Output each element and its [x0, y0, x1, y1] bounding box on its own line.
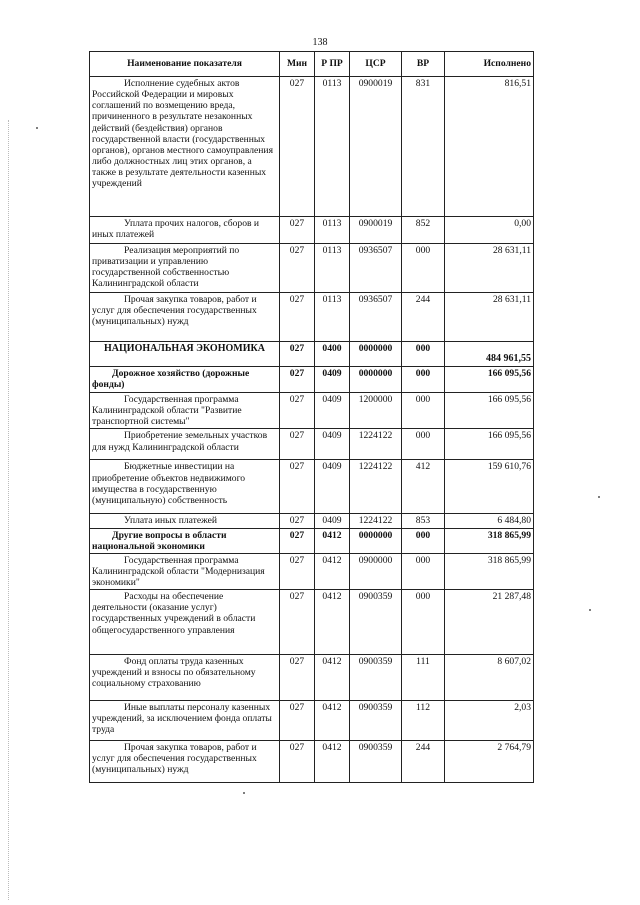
row-csr-cell: 0000000 — [350, 342, 402, 367]
row-executed-cell: 484 961,55 — [445, 342, 534, 367]
row-rpr-cell: 0412 — [315, 553, 350, 589]
column-header-rpr: Р ПР — [315, 52, 350, 77]
table-row — [90, 701, 534, 741]
row-executed-cell: 8 607,02 — [445, 655, 534, 701]
table-row — [90, 460, 534, 514]
row-csr-cell: 1224122 — [350, 514, 402, 528]
row-csr-cell: 1224122 — [350, 460, 402, 514]
row-executed-cell: 166 095,56 — [445, 429, 534, 460]
budget-execution-table — [89, 51, 534, 783]
row-name-cell: Государственная программа Калининградской области "Модернизация экономики" — [90, 553, 280, 589]
row-name-cell: Другие вопросы в области национальной экономики — [90, 528, 280, 553]
row-rpr-cell: 0409 — [315, 367, 350, 393]
row-vr-cell: 000 — [402, 553, 445, 589]
subsection-row — [90, 367, 534, 393]
row-name-cell: Реализация мероприятий по приватизации и управлению государственной собственностью Калининградской области — [90, 244, 280, 293]
row-executed-cell: 0,00 — [445, 217, 534, 244]
row-executed-cell: 166 095,56 — [445, 367, 534, 393]
row-csr-cell: 0900359 — [350, 701, 402, 741]
row-name-cell: Государственная программа Калининградской области "Развитие транспортной системы" — [90, 393, 280, 429]
page-number: 138 — [312, 37, 328, 48]
row-csr-cell: 1200000 — [350, 393, 402, 429]
row-vr-cell: 000 — [402, 393, 445, 429]
row-min-cell: 027 — [280, 701, 315, 741]
row-min-cell: 027 — [280, 217, 315, 244]
row-vr-cell: 000 — [402, 590, 445, 655]
row-rpr-cell: 0409 — [315, 393, 350, 429]
row-executed-cell: 318 865,99 — [445, 553, 534, 589]
table-row — [90, 590, 534, 655]
row-name-cell: Уплата иных платежей — [90, 514, 280, 528]
row-vr-cell: 112 — [402, 701, 445, 741]
row-name-cell: Исполнение судебных актов Российской Федерации и мировых соглашений по возмещению вреда, причиненного в результате незаконных действий (бездействия) органов государственной власти (государственных органов), органов местного самоуправления либо должностных лиц этих органов, а также в результате деятельности казенных учреждений — [90, 77, 280, 217]
row-rpr-cell: 0113 — [315, 77, 350, 217]
row-min-cell: 027 — [280, 528, 315, 553]
row-min-cell: 027 — [280, 460, 315, 514]
row-csr-cell: 0900019 — [350, 217, 402, 244]
row-name-cell: Уплата прочих налогов, сборов и иных платежей — [90, 217, 280, 244]
table-row — [90, 514, 534, 528]
row-vr-cell: 000 — [402, 528, 445, 553]
scan-speck — [36, 127, 38, 129]
row-rpr-cell: 0409 — [315, 460, 350, 514]
row-name-cell: Бюджетные инвестиции на приобретение объектов недвижимого имущества в государственную (муниципальную) собственность — [90, 460, 280, 514]
row-min-cell: 027 — [280, 590, 315, 655]
row-vr-cell: 853 — [402, 514, 445, 528]
row-executed-cell: 159 610,76 — [445, 460, 534, 514]
row-name-cell: Дорожное хозяйство (дорожные фонды) — [90, 367, 280, 393]
table-row — [90, 393, 534, 429]
row-name-cell: Фонд оплаты труда казенных учреждений и взносы по обязательному социальному страхованию — [90, 655, 280, 701]
table-row — [90, 741, 534, 783]
row-name-cell: Прочая закупка товаров, работ и услуг для обеспечения государственных (муниципальных) нужд — [90, 293, 280, 342]
row-vr-cell: 000 — [402, 342, 445, 367]
row-csr-cell: 0900359 — [350, 741, 402, 783]
row-csr-cell: 0900359 — [350, 590, 402, 655]
column-header-name: Наименование показателя — [90, 52, 280, 77]
row-vr-cell: 412 — [402, 460, 445, 514]
table-row — [90, 553, 534, 589]
table-row — [90, 217, 534, 244]
table-row — [90, 293, 534, 342]
row-csr-cell: 0900019 — [350, 77, 402, 217]
row-min-cell: 027 — [280, 367, 315, 393]
table-header-row — [90, 52, 534, 77]
row-rpr-cell: 0113 — [315, 244, 350, 293]
row-vr-cell: 831 — [402, 77, 445, 217]
row-vr-cell: 111 — [402, 655, 445, 701]
row-executed-cell: 318 865,99 — [445, 528, 534, 553]
row-executed-cell: 28 631,11 — [445, 244, 534, 293]
row-csr-cell: 1224122 — [350, 429, 402, 460]
row-min-cell: 027 — [280, 244, 315, 293]
row-executed-cell: 6 484,80 — [445, 514, 534, 528]
scan-margin-line — [8, 120, 10, 900]
row-csr-cell: 0936507 — [350, 244, 402, 293]
row-executed-cell: 166 095,56 — [445, 393, 534, 429]
scan-speck — [589, 609, 591, 611]
row-rpr-cell: 0409 — [315, 429, 350, 460]
row-name-cell: Расходы на обеспечение деятельности (оказание услуг) государственных учреждений в области общегосударственного управления — [90, 590, 280, 655]
row-name-cell: Прочая закупка товаров, работ и услуг для обеспечения государственных (муниципальных) нужд — [90, 741, 280, 783]
row-rpr-cell: 0113 — [315, 293, 350, 342]
table-row — [90, 77, 534, 217]
column-header-csr: ЦСР — [350, 52, 402, 77]
row-csr-cell: 0936507 — [350, 293, 402, 342]
row-rpr-cell: 0113 — [315, 217, 350, 244]
row-rpr-cell: 0400 — [315, 342, 350, 367]
section-row — [90, 342, 534, 367]
row-min-cell: 027 — [280, 741, 315, 783]
row-csr-cell: 0000000 — [350, 528, 402, 553]
row-min-cell: 027 — [280, 514, 315, 528]
column-header-min: Мин — [280, 52, 315, 77]
row-executed-cell: 2 764,79 — [445, 741, 534, 783]
row-vr-cell: 000 — [402, 429, 445, 460]
row-rpr-cell: 0412 — [315, 741, 350, 783]
table-row — [90, 244, 534, 293]
row-min-cell: 027 — [280, 655, 315, 701]
row-vr-cell: 000 — [402, 367, 445, 393]
row-min-cell: 027 — [280, 429, 315, 460]
row-name-cell: НАЦИОНАЛЬНАЯ ЭКОНОМИКА — [90, 342, 280, 367]
subsection-row — [90, 528, 534, 553]
row-rpr-cell: 0409 — [315, 514, 350, 528]
column-header-vr: ВР — [402, 52, 445, 77]
table-row — [90, 429, 534, 460]
row-min-cell: 027 — [280, 77, 315, 217]
row-vr-cell: 244 — [402, 293, 445, 342]
row-min-cell: 027 — [280, 393, 315, 429]
row-executed-cell: 816,51 — [445, 77, 534, 217]
row-rpr-cell: 0412 — [315, 590, 350, 655]
row-vr-cell: 852 — [402, 217, 445, 244]
row-name-cell: Иные выплаты персоналу казенных учреждений, за исключением фонда оплаты труда — [90, 701, 280, 741]
column-header-executed: Исполнено — [445, 52, 534, 77]
row-executed-cell: 21 287,48 — [445, 590, 534, 655]
table-row — [90, 655, 534, 701]
row-rpr-cell: 0412 — [315, 528, 350, 553]
row-vr-cell: 000 — [402, 244, 445, 293]
row-rpr-cell: 0412 — [315, 701, 350, 741]
row-executed-cell: 2,03 — [445, 701, 534, 741]
row-vr-cell: 244 — [402, 741, 445, 783]
row-csr-cell: 0900359 — [350, 655, 402, 701]
row-min-cell: 027 — [280, 553, 315, 589]
scan-speck — [598, 496, 600, 498]
row-csr-cell: 0000000 — [350, 367, 402, 393]
row-csr-cell: 0900000 — [350, 553, 402, 589]
row-min-cell: 027 — [280, 293, 315, 342]
scan-speck — [243, 792, 245, 794]
row-rpr-cell: 0412 — [315, 655, 350, 701]
row-executed-cell: 28 631,11 — [445, 293, 534, 342]
row-name-cell: Приобретение земельных участков для нужд Калининградской области — [90, 429, 280, 460]
row-min-cell: 027 — [280, 342, 315, 367]
